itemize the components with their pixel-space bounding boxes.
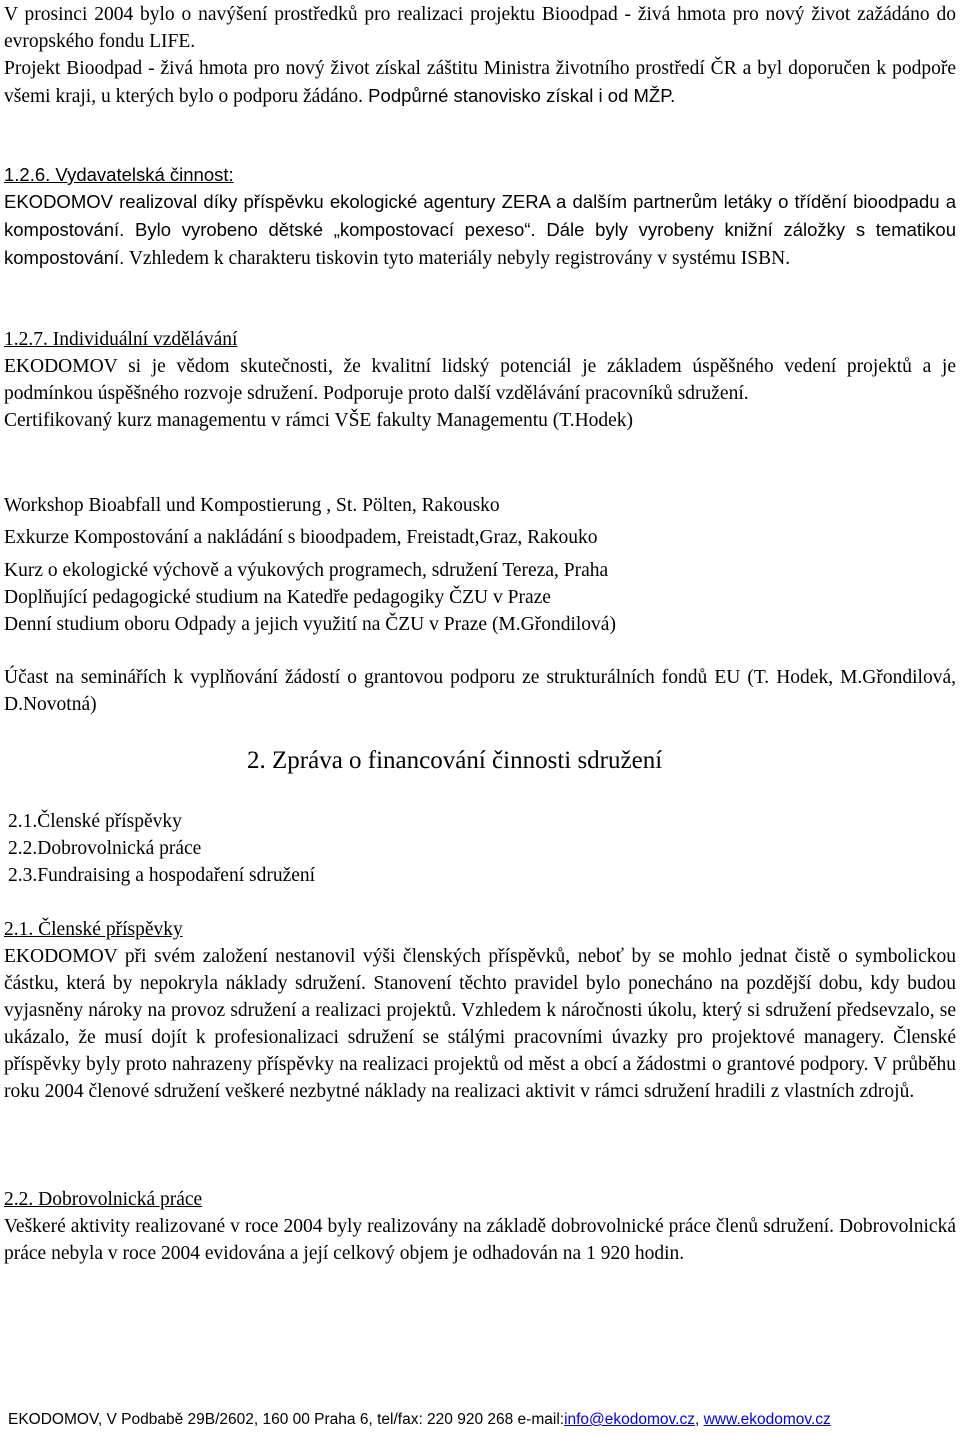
page-footer — [8, 1410, 960, 1430]
section-body: EKODOMOV si je vědom skutečnosti, že kvalitní lidský potenciál je základem úspěšného vedení projektů a je podmínkou úspěšného rozvoje sdružení. Podporuje proto další vzdělávání pracovníků sdružení. — [4, 356, 956, 404]
toc-item: 2.3.Fundraising a hospodaření sdružení — [8, 865, 316, 886]
footer-separator: , — [694, 1411, 704, 1428]
footer-web-link[interactable]: www.ekodomov.cz — [703, 1411, 831, 1428]
section-2-1 — [4, 916, 956, 1105]
section-heading: 2.1. Členské příspěvky — [4, 919, 183, 940]
intro-paragraph-2 — [4, 55, 956, 110]
section-body — [4, 188, 956, 272]
education-item: Denní studium oboru Odpady a jejich využití na ČZU v Praze (M.Gřondilová) — [4, 614, 616, 635]
footer-email-link[interactable]: info@ekodomov.cz — [564, 1411, 695, 1428]
section-body: EKODOMOV při svém založení nestanovil výši členských příspěvků, neboť by se mohlo jednat čistě o symbolickou částku, která by nepokryla náklady sdružení. Stanovení těchto pravidel bylo ponecháno na pozdější dobu, kdy budou vyjasněny nároky na provoz sdružení a realizaci projektů. Vzhledem k náročnosti úkolu, který si sdružení předsevzalo, se ukázalo, že musí dojít k profesionalizaci sdružení se stálými pracovními úvazky pro projektové managery. Členské příspěvky byly proto nahrazeny příspěvky na realizaci projektů od měst a obcí a žádostmi o grantové podpory. V průběhu roku 2004 členové sdružení veškeré nezbytné náklady na realizaci aktivit v rámci sdružení hradili z vlastních zdrojů. — [4, 946, 956, 1102]
intro-text-sans: Podpůrné stanovisko získal i od MŽP. — [363, 85, 676, 106]
education-item: Doplňující pedagogické studium na Katedře pedagogiky ČZU v Praze — [4, 587, 551, 608]
chapter-2-toc — [8, 808, 315, 889]
section-body-sans: EKODOMOV realizoval díky příspěvku ekologické agentury ZERA a dalším partnerům letáky o třídění bioodpadu a kompostování. Bylo vyrobeno dětské „kompostovací pexeso“. Dále byly vyrobeny knižní záložky s tematikou kompostování. — [4, 191, 956, 268]
section-heading: 1.2.6. Vydavatelská činnost: — [4, 164, 234, 185]
intro-paragraph-1: V prosinci 2004 bylo o navýšení prostředků pro realizaci projektu Bioodpad - živá hmota pro nový život zažádáno do evropského fondu LIFE. — [4, 4, 956, 52]
education-item: Kurz o ekologické výchově a výukových programech, sdružení Tereza, Praha — [4, 560, 609, 581]
intro-text-serif: Projekt Bioodpad - živá hmota pro nový život získal záštitu Ministra životního prostředí ČR a byl doporučen k podpoře všemi kraji, u kterých bylo o podporu žádáno. — [4, 58, 956, 107]
seminar-paragraph — [4, 664, 956, 718]
seminar-text: Účast na seminářích k vyplňování žádostí o grantovou podporu ze strukturálních fondů EU (T. Hodek, M.Gřondilová, D.Novotná) — [4, 667, 956, 715]
toc-item: 2.1.Členské příspěvky — [8, 811, 182, 832]
intro-section — [4, 1, 956, 110]
section-body-serif: Vzhledem k charakteru tiskovin tyto materiály nebyly registrovány v systému ISBN. — [124, 248, 791, 269]
education-item: Workshop Bioabfall und Kompostierung , St. Pölten, Rakousko — [4, 495, 500, 516]
section-heading: 1.2.7. Individuální vzdělávání — [4, 329, 238, 350]
certificate-line: Certifikovaný kurz managementu v rámci VŠE fakulty Managementu (T.Hodek) — [4, 410, 634, 431]
section-1-2-7 — [4, 326, 956, 434]
toc-item: 2.2.Dobrovolnická práce — [8, 838, 202, 859]
chapter-2-title: 2. Zpráva o financování činnosti sdružení — [247, 747, 663, 774]
section-body: Veškeré aktivity realizované v roce 2004 byly realizovány na základě dobrovolnické práce členů sdružení. Dobrovolnická práce nebyla v roce 2004 evidována a její celkový objem je odhadován na 1 920 hodin. — [4, 1216, 956, 1264]
education-item: Exkurze Kompostování a nakládání s bioodpadem, Freistadt,Graz, Rakouko — [4, 527, 598, 548]
footer-address: EKODOMOV, V Podbabě 29B/2602, 160 00 Praha 6, tel/fax: 220 920 268 e-mail: — [8, 1411, 565, 1428]
section-heading: 2.2. Dobrovolnická práce — [4, 1189, 203, 1210]
section-1-2-6 — [4, 161, 956, 272]
section-2-2 — [4, 1186, 956, 1267]
